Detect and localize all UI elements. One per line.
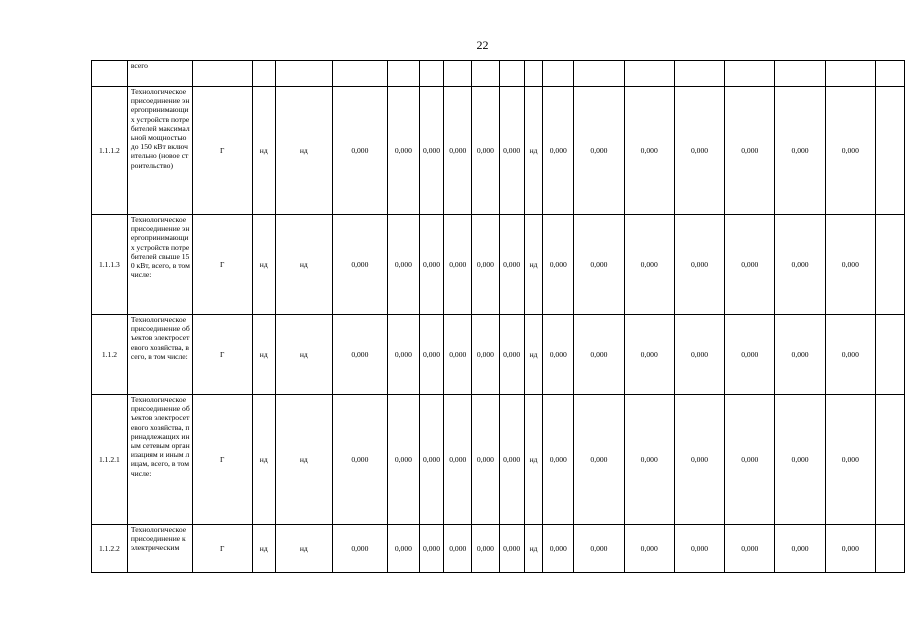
table-cell: 0,000 bbox=[624, 525, 674, 573]
table-cell: нд bbox=[275, 215, 332, 315]
table-cell bbox=[387, 61, 419, 87]
table-cell: 0,000 bbox=[674, 315, 724, 395]
row-code bbox=[92, 61, 128, 87]
row-name: Технологическое присоединение объектов электросетевого хозяйства, принадлежащих иным сетевым организациям и иным лицам, всего, в том числе: bbox=[127, 395, 192, 525]
table-cell: 0,000 bbox=[825, 87, 875, 215]
table-cell bbox=[875, 87, 904, 215]
page-number: 22 bbox=[476, 38, 489, 52]
investment-table bbox=[91, 60, 905, 573]
table-cell: 0,000 bbox=[775, 215, 825, 315]
table-cell: 0,000 bbox=[825, 525, 875, 573]
table-cell: 0,000 bbox=[825, 215, 875, 315]
table-cell: 0,000 bbox=[472, 525, 499, 573]
table-cell: 0,000 bbox=[419, 87, 443, 215]
table-cell: 0,000 bbox=[775, 315, 825, 395]
table-cell: 0,000 bbox=[825, 395, 875, 525]
row-code: 1.1.2.2 bbox=[92, 525, 128, 573]
table-cell: 0,000 bbox=[332, 215, 387, 315]
table-cell: 0,000 bbox=[419, 315, 443, 395]
table-cell: 0,000 bbox=[419, 395, 443, 525]
table-cell bbox=[444, 61, 472, 87]
row-name: Технологическое присоединение энергопринимающих устройств потребителей максимальной мощностью до 150 кВт включительно (новое строительство) bbox=[127, 87, 192, 215]
table-cell: 0,000 bbox=[499, 315, 524, 395]
table-cell bbox=[332, 61, 387, 87]
table-cell bbox=[524, 61, 542, 87]
table-cell: 0,000 bbox=[775, 395, 825, 525]
table-cell bbox=[674, 61, 724, 87]
table-cell bbox=[419, 61, 443, 87]
table-cell: 0,000 bbox=[387, 215, 419, 315]
table-row bbox=[92, 525, 905, 573]
table-cell: нд bbox=[524, 525, 542, 573]
table-cell: 0,000 bbox=[444, 525, 472, 573]
table-cell: нд bbox=[275, 525, 332, 573]
table-cell: 0,000 bbox=[332, 315, 387, 395]
table-cell: нд bbox=[252, 87, 275, 215]
table-cell: нд bbox=[524, 87, 542, 215]
table-cell: 0,000 bbox=[499, 87, 524, 215]
table-cell: 0,000 bbox=[574, 315, 624, 395]
table-cell bbox=[472, 61, 499, 87]
table-cell: нд bbox=[524, 215, 542, 315]
table-cell bbox=[875, 315, 904, 395]
table-cell: 0,000 bbox=[499, 525, 524, 573]
table-cell: 0,000 bbox=[332, 395, 387, 525]
table-cell: 0,000 bbox=[499, 395, 524, 525]
row-code: 1.1.1.3 bbox=[92, 215, 128, 315]
table-cell: 0,000 bbox=[624, 87, 674, 215]
table-cell: 0,000 bbox=[472, 87, 499, 215]
table-cell: 0,000 bbox=[574, 525, 624, 573]
table-cell bbox=[875, 395, 904, 525]
row-name: Технологическое присоединение к электрическим bbox=[127, 525, 192, 573]
table-row bbox=[92, 315, 905, 395]
table-cell: нд bbox=[275, 315, 332, 395]
table-cell: 0,000 bbox=[543, 315, 574, 395]
table-cell: 0,000 bbox=[444, 87, 472, 215]
table-cell: 0,000 bbox=[387, 395, 419, 525]
row-code: 1.1.2.1 bbox=[92, 395, 128, 525]
table-cell: 0,000 bbox=[387, 315, 419, 395]
table-cell: 0,000 bbox=[725, 87, 775, 215]
table-cell: нд bbox=[524, 395, 542, 525]
table-cell: 0,000 bbox=[825, 315, 875, 395]
table-cell: 0,000 bbox=[332, 87, 387, 215]
table-row bbox=[92, 61, 905, 87]
table-cell: 0,000 bbox=[543, 215, 574, 315]
table-cell: 0,000 bbox=[419, 525, 443, 573]
table-cell: 0,000 bbox=[674, 395, 724, 525]
table-cell: 0,000 bbox=[775, 525, 825, 573]
table-cell: 0,000 bbox=[419, 215, 443, 315]
table-cell bbox=[875, 61, 904, 87]
table-cell: нд bbox=[252, 525, 275, 573]
table-cell: 0,000 bbox=[624, 395, 674, 525]
table-cell: нд bbox=[252, 315, 275, 395]
row-name: Технологическое присоединение энергопринимающих устройств потребителей свыше 150 кВт, всего, в том числе: bbox=[127, 215, 192, 315]
table-cell: 0,000 bbox=[674, 215, 724, 315]
table-cell bbox=[825, 61, 875, 87]
table-cell: 0,000 bbox=[574, 87, 624, 215]
row-name: всего bbox=[127, 61, 192, 87]
table-row bbox=[92, 215, 905, 315]
table-cell: 0,000 bbox=[444, 315, 472, 395]
table-cell: 0,000 bbox=[725, 525, 775, 573]
table-cell bbox=[499, 61, 524, 87]
table-cell: 0,000 bbox=[574, 395, 624, 525]
table-cell: 0,000 bbox=[624, 315, 674, 395]
table-cell: Г bbox=[192, 315, 252, 395]
table-cell: 0,000 bbox=[472, 315, 499, 395]
table-cell bbox=[875, 215, 904, 315]
table-cell: 0,000 bbox=[674, 525, 724, 573]
table-row bbox=[92, 87, 905, 215]
table-cell bbox=[775, 61, 825, 87]
table-cell: 0,000 bbox=[472, 395, 499, 525]
table-cell bbox=[275, 61, 332, 87]
table-cell bbox=[574, 61, 624, 87]
table-cell: 0,000 bbox=[387, 525, 419, 573]
table-cell bbox=[192, 61, 252, 87]
table-cell: 0,000 bbox=[543, 395, 574, 525]
table-cell: 0,000 bbox=[444, 395, 472, 525]
table-cell: 0,000 bbox=[725, 215, 775, 315]
table-cell: 0,000 bbox=[543, 525, 574, 573]
table-cell: 0,000 bbox=[574, 215, 624, 315]
table-cell: Г bbox=[192, 215, 252, 315]
table-cell: Г bbox=[192, 525, 252, 573]
row-name: Технологическое присоединение объектов электросетевого хозяйства, всего, в том числе: bbox=[127, 315, 192, 395]
table-cell: 0,000 bbox=[725, 395, 775, 525]
table-cell: нд bbox=[252, 215, 275, 315]
row-code: 1.1.1.2 bbox=[92, 87, 128, 215]
table-cell: 0,000 bbox=[472, 215, 499, 315]
table-cell: 0,000 bbox=[387, 87, 419, 215]
table-cell: 0,000 bbox=[499, 215, 524, 315]
table-cell: 0,000 bbox=[543, 87, 574, 215]
table-cell: 0,000 bbox=[674, 87, 724, 215]
table-cell: 0,000 bbox=[444, 215, 472, 315]
table-cell: нд bbox=[252, 395, 275, 525]
table-row bbox=[92, 395, 905, 525]
table-cell: 0,000 bbox=[775, 87, 825, 215]
table-cell: 0,000 bbox=[332, 525, 387, 573]
table-cell: 0,000 bbox=[725, 315, 775, 395]
table-cell: нд bbox=[275, 395, 332, 525]
row-code: 1.1.2 bbox=[92, 315, 128, 395]
table-cell: Г bbox=[192, 395, 252, 525]
table-cell bbox=[624, 61, 674, 87]
table-cell: нд bbox=[275, 87, 332, 215]
table-cell: нд bbox=[524, 315, 542, 395]
table-cell: 0,000 bbox=[624, 215, 674, 315]
table-cell bbox=[875, 525, 904, 573]
table-cell: Г bbox=[192, 87, 252, 215]
table-cell bbox=[725, 61, 775, 87]
table-cell bbox=[543, 61, 574, 87]
table-cell bbox=[252, 61, 275, 87]
